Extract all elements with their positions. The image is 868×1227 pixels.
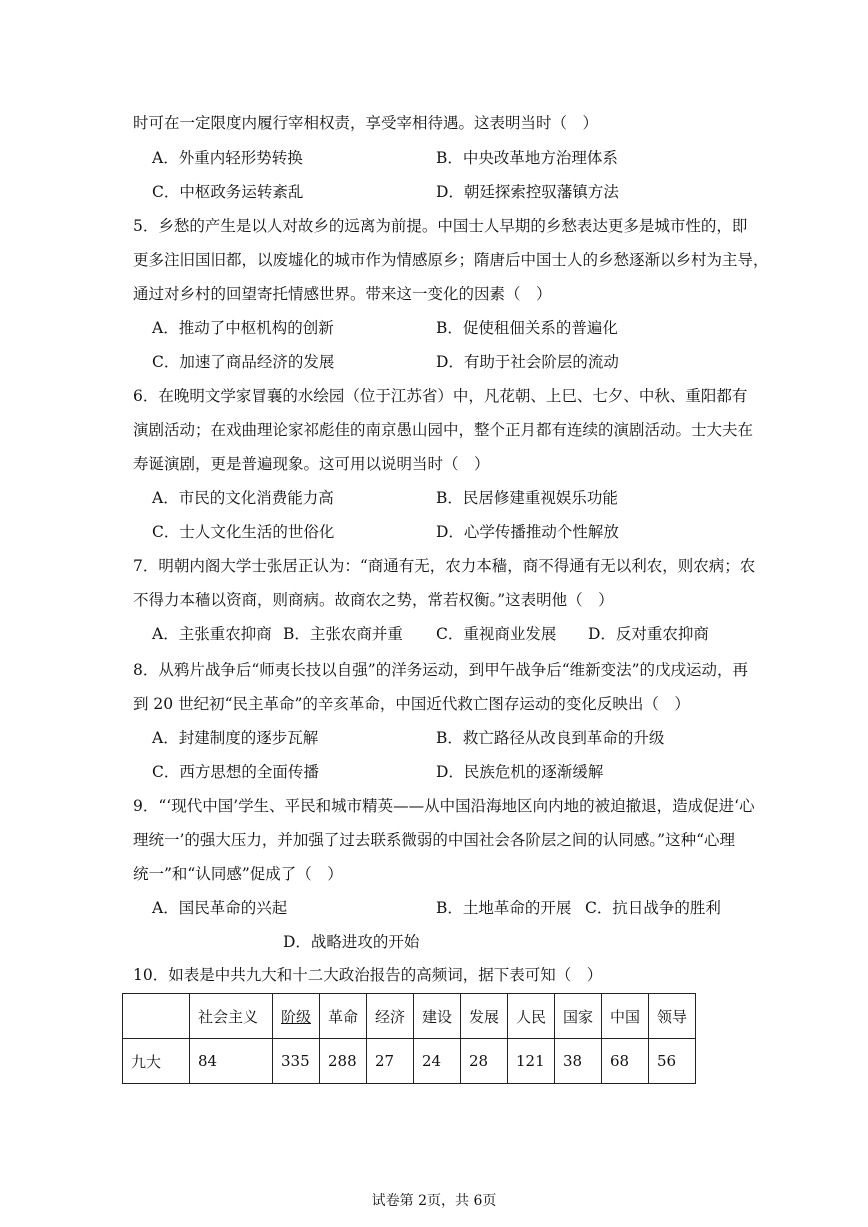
q6-stem-line-2: 演剧活动；在戏曲理论家祁彪佳的南京愚山园中，整个正月都有连续的演剧活动。士大夫在 [133, 421, 754, 439]
q6-stem-line-1: 6．在晚明文学家冒襄的水绘园（位于江苏省）中，凡花朝、上巳、七夕、中秋、重阳都有 [133, 387, 748, 405]
table-cell: 68 [602, 1039, 649, 1084]
page-footer: 试卷第 2页，共 6页 [371, 1193, 497, 1209]
table-header-cell: 社会主义 [190, 994, 273, 1039]
q5-option-d[interactable]: D．有助于社会阶层的流动 [436, 353, 619, 371]
q8-option-b[interactable]: B．救亡路径从改良到革命的升级 [436, 729, 665, 747]
q5-option-a[interactable]: A．推动了中枢机构的创新 [152, 319, 334, 337]
q6-option-c[interactable]: C．士人文化生活的世俗化 [152, 523, 335, 541]
q9-option-a[interactable]: A．国民革命的兴起 [152, 899, 288, 917]
q5-stem-line-2: 更多注旧国旧都，以废墟化的城市作为情感原乡；隋唐后中国士人的乡愁逐渐以乡村为主导， [133, 251, 769, 269]
q6-option-a[interactable]: A．市民的文化消费能力高 [152, 489, 334, 507]
table-header-cell: 国家 [555, 994, 602, 1039]
q6-option-d[interactable]: D．心学传播推动个性解放 [436, 523, 619, 541]
table-header-cell: 革命 [320, 994, 367, 1039]
table-header-cell: 发展 [461, 994, 508, 1039]
q6-stem-line-3: 寿诞演剧，更是普遍现象。这可用以说明当时（ ） [133, 455, 490, 473]
table-header-cell: 人民 [508, 994, 555, 1039]
table-cell: 38 [555, 1039, 602, 1084]
table-cell: 84 [190, 1039, 273, 1084]
table-cell: 24 [414, 1039, 461, 1084]
q8-option-d[interactable]: D．民族危机的逐渐缓解 [436, 763, 604, 781]
q5-option-b[interactable]: B．促使租佃关系的普遍化 [436, 319, 618, 337]
table-header-cell: 建设 [414, 994, 461, 1039]
q8-option-c[interactable]: C．西方思想的全面传播 [152, 763, 319, 781]
q4-option-b[interactable]: B．中央改革地方治理体系 [436, 149, 618, 167]
q4-option-c[interactable]: C．中枢政务运转紊乱 [152, 183, 304, 201]
q9-option-c[interactable]: C．抗日战争的胜利 [585, 899, 721, 917]
table-cell: 121 [508, 1039, 555, 1084]
q9-stem-line-2: 理统一’的强大压力，并加强了过去联系微弱的中国社会各阶层之间的认同感。”这种“心理 [133, 831, 736, 849]
q4-option-a[interactable]: A．外重内轻形势转换 [152, 149, 303, 167]
q8-option-a[interactable]: A．封建制度的逐步瓦解 [152, 729, 319, 747]
table-header-cell [273, 994, 320, 1039]
table-cell: 27 [367, 1039, 414, 1084]
q7-option-c[interactable]: C．重视商业发展 [436, 625, 557, 643]
table-cell: 335 [273, 1039, 320, 1084]
q10-stem: 10．如表是中共九大和十二大政治报告的高频词，据下表可知（ ） [133, 966, 603, 984]
q7-stem-line-2: 不得力本穑以资商，则商病。故商农之势，常若权衡。”这表明他（ ） [133, 591, 614, 609]
table-cell: 九大 [123, 1039, 190, 1084]
q6-option-b[interactable]: B．民居修建重视娱乐功能 [436, 489, 618, 507]
frequency-table [122, 993, 696, 1084]
table-header-cell: 中国 [602, 994, 649, 1039]
q5-option-c[interactable]: C．加速了商品经济的发展 [152, 353, 335, 371]
q8-stem-line-1: 8．从鸦片战争后“师夷长技以自强”的洋务运动，到甲午战争后“维新变法”的戊戌运动，再 [133, 661, 749, 679]
q9-option-d[interactable]: D．战略进攻的开始 [283, 933, 420, 951]
underlined-term: 阶级 [281, 1007, 312, 1026]
table-header-cell: 领导 [649, 994, 696, 1039]
q7-option-a[interactable]: A．主张重农抑商 [152, 625, 272, 643]
q5-stem-line-1: 5．乡愁的产生是以人对故乡的远离为前提。中国士人早期的乡愁表达更多是城市性的，即 [133, 217, 748, 235]
table-header-cell [123, 994, 190, 1039]
table-header-cell: 经济 [367, 994, 414, 1039]
table-cell: 288 [320, 1039, 367, 1084]
q9-stem-line-3: 统一”和“认同感”促成了（ ） [133, 865, 343, 883]
q4-option-d[interactable]: D．朝廷探索控驭藩镇方法 [436, 183, 619, 201]
table-row [123, 1039, 696, 1084]
q5-stem-line-3: 通过对乡村的回望寄托情感世界。带来这一变化的因素（ ） [133, 285, 552, 303]
intro-line: 时可在一定限度内履行宰相权责，享受宰相待遇。这表明当时（ ） [133, 114, 599, 132]
table-cell: 56 [649, 1039, 696, 1084]
q8-stem-line-2: 到 20 世纪初“民主革命”的辛亥革命，中国近代救亡图存运动的变化反映出（ ） [133, 695, 690, 713]
q7-option-d[interactable]: D．反对重农抑商 [588, 625, 709, 643]
q7-option-b[interactable]: B．主张农商并重 [283, 625, 403, 643]
q7-stem-line-1: 7．明朝内阁大学士张居正认为：“商通有无，农力本穑，商不得通有无以利农，则农病；农 [133, 557, 756, 575]
q9-option-b[interactable]: B．土地革命的开展 [436, 899, 572, 917]
table-cell: 28 [461, 1039, 508, 1084]
q9-stem-line-1: 9．“‘现代中国’学生、平民和城市精英——从中国沿海地区向内地的被迫撤退，造成促进‘心 [133, 797, 755, 815]
table-header-row [123, 994, 696, 1039]
